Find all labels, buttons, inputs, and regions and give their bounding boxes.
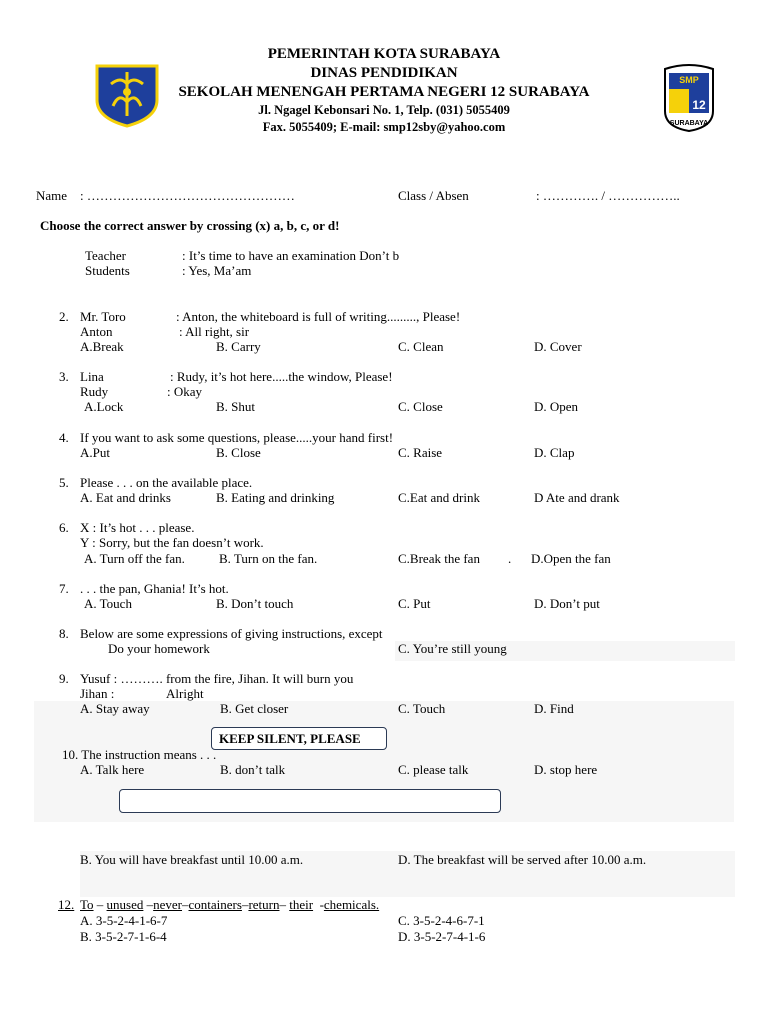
q12-number: 12. [58, 897, 75, 912]
q12-option-c: C. 3-5-2-4-6-7-1 [398, 913, 485, 928]
svg-text:12: 12 [692, 98, 706, 112]
q4-option-c: C. Raise [398, 445, 443, 460]
q5-option-b: B. Eating and drinking [216, 490, 335, 505]
q5-option-c: C.Eat and drink [398, 490, 480, 505]
q8-option-b: Do your homework [108, 641, 210, 656]
q8-option-c: C. You’re still young [398, 641, 507, 656]
name-field: : ………………………………………… [80, 188, 295, 203]
q12-word-4: containers [188, 897, 242, 912]
q9-line-1: Yusuf : ………. from the fire, Jihan. It will burn you [80, 671, 354, 686]
q2-line-2: : All right, sir [179, 324, 250, 339]
header-line-1: PEMERINTAH KOTA SURABAYA [267, 46, 501, 62]
q8-text: Below are some expressions of giving instructions, except [80, 626, 383, 641]
q1-line-2: : Yes, Ma’am [182, 263, 252, 278]
q3-option-c: C. Close [398, 399, 443, 414]
q6-option-d: D.Open the fan [531, 551, 611, 566]
q12-option-b: B. 3-5-2-7-1-6-4 [80, 929, 167, 944]
q10-option-b: B. don’t talk [220, 762, 286, 777]
q4-option-b: B. Close [216, 445, 261, 460]
svg-text:SURABAYA: SURABAYA [669, 120, 709, 127]
q3-speaker-1: Lina [80, 369, 104, 384]
q9-number: 9. [59, 671, 69, 686]
q9-line-2: Alright [166, 686, 204, 701]
q5-option-a: A. Eat and drinks [80, 490, 171, 505]
q4-option-a: A.Put [80, 445, 110, 460]
q4-text: If you want to ask some questions, please.....your hand first! [80, 430, 394, 445]
q6-line-1: X : It’s hot . . . please. [80, 520, 195, 535]
q5-option-d: D Ate and drank [534, 490, 620, 505]
q2-speaker-2: Anton [80, 324, 113, 339]
q3-option-b: B. Shut [216, 399, 256, 414]
q10-option-a: A. Talk here [80, 762, 145, 777]
q3-option-a: A.Lock [84, 399, 124, 414]
q12-word-3: never [153, 897, 183, 912]
q7-option-c: C. Put [398, 596, 431, 611]
q2-option-c: C. Clean [398, 339, 444, 354]
q12-word-1: To [80, 897, 94, 912]
q7-option-b: B. Don’t touch [216, 596, 294, 611]
q2-speaker-1: Mr. Toro [80, 309, 126, 324]
class-label: Class / Absen [398, 188, 469, 203]
q6-number: 6. [59, 520, 69, 535]
q12-option-a: A. 3-5-2-4-1-6-7 [80, 913, 168, 928]
q6-option-b: B. Turn on the fan. [219, 551, 318, 566]
q3-line-1: : Rudy, it’s hot here.....the window, Please! [170, 369, 393, 384]
q7-option-d: D. Don’t put [534, 596, 600, 611]
q10-option-c: C. please talk [398, 762, 469, 777]
q12-word-5: return [248, 897, 280, 912]
q12-word-2: unused [106, 897, 144, 912]
q2-option-a: A.Break [80, 339, 124, 354]
q12-words: To – unused –never–containers–return– their -chemicals. [80, 897, 380, 912]
q12-word-7: chemicals. [323, 897, 380, 912]
q11-option-b: B. You will have breakfast until 10.00 a.m. [80, 852, 304, 867]
q6-line-2: Y : Sorry, but the fan doesn’t work. [80, 535, 264, 550]
name-label: Name [36, 188, 68, 203]
instruction: Choose the correct answer by crossing (x) a, b, c, or d! [40, 218, 340, 233]
q9-option-b: B. Get closer [220, 701, 289, 716]
q2-option-d: D. Cover [534, 339, 582, 354]
class-field: : …………. / …………….. [536, 188, 680, 203]
header-line-4: Jl. Ngagel Kebonsari No. 1, Telp. (031) 5055409 [258, 103, 510, 117]
q2-line-1: : Anton, the whiteboard is full of writing........., Please! [176, 309, 461, 324]
header-line-5: Fax. 5055409; E-mail: smp12sby@yahoo.com [262, 120, 506, 134]
q1-speaker-1: Teacher [85, 248, 126, 263]
q11-sign-box [119, 789, 501, 813]
q3-number: 3. [59, 369, 69, 384]
keep-silent-sign-text: KEEP SILENT, PLEASE [219, 731, 361, 746]
q6-option-c: C.Break the fan [398, 551, 480, 566]
q12-word-6: their [289, 897, 314, 912]
q2-option-b: B. Carry [216, 339, 261, 354]
q1-speaker-2: Students [85, 263, 130, 278]
q6-option-a: A. Turn off the fan. [84, 551, 185, 566]
q11-option-d: D. The breakfast will be served after 10.00 a.m. [398, 852, 647, 867]
q7-number: 7. [59, 581, 69, 596]
q12-option-d: D. 3-5-2-7-4-1-6 [398, 929, 486, 944]
header-line-2: DINAS PENDIDIKAN [310, 65, 458, 81]
q4-number: 4. [59, 430, 69, 445]
q10-text: 10. The instruction means . . . [62, 747, 217, 762]
q6-stray-dot: . [508, 551, 512, 566]
q8-number: 8. [59, 626, 69, 641]
q9-speaker-2: Jihan : [80, 686, 115, 701]
q7-text: . . . the pan, Ghania! It’s hot. [80, 581, 229, 596]
q3-option-d: D. Open [534, 399, 579, 414]
q2-number: 2. [59, 309, 69, 324]
q9-option-c: C. Touch [398, 701, 446, 716]
q3-speaker-2: Rudy [80, 384, 109, 399]
q5-text: Please . . . on the available place. [80, 475, 253, 490]
q10-option-d: D. stop here [534, 762, 598, 777]
q3-line-2: : Okay [167, 384, 203, 399]
header-line-3: SEKOLAH MENENGAH PERTAMA NEGERI 12 SURABAYA [178, 84, 590, 100]
q4-option-d: D. Clap [534, 445, 575, 460]
svg-text:SMP: SMP [679, 75, 699, 85]
q9-option-a: A. Stay away [80, 701, 150, 716]
q1-line-1: : It’s time to have an examination Don’t b [182, 248, 400, 263]
q7-option-a: A. Touch [84, 596, 132, 611]
q5-number: 5. [59, 475, 69, 490]
q9-option-d: D. Find [534, 701, 574, 716]
